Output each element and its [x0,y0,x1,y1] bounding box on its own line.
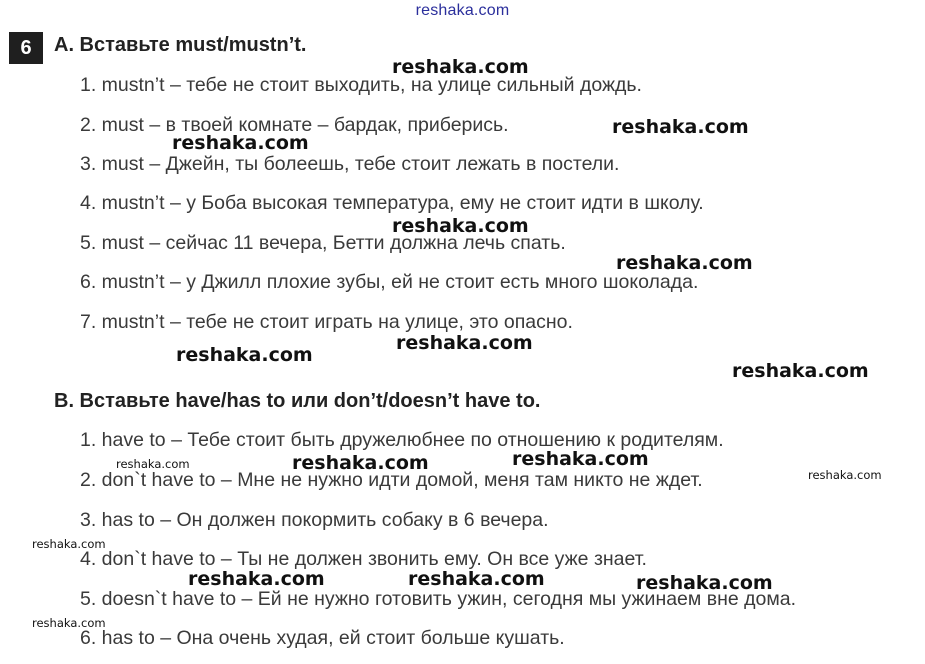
section-b-item-2: 2. don`t have to – Мне не нужно идти домой, меня там никто не ждет. [80,469,703,491]
watermark: reshaka.com [636,572,773,594]
watermark: reshaka.com [188,568,325,590]
section-a-item-5: 5. must – сейчас 11 вечера, Бетти должна лечь спать. [80,232,566,254]
section-b-item-4: 4. don`t have to – Ты не должен звонить ему. Он все уже знает. [80,548,647,570]
section-a-item-4: 4. mustn’t – у Боба высокая температура, ему не стоит идти в школу. [80,192,704,214]
section-a-heading: A. Вставьте must/mustn’t. [54,34,307,56]
watermark: reshaka.com [172,132,309,154]
watermark: reshaka.com [396,332,533,354]
section-a-item-6: 6. mustn’t – у Джилл плохие зубы, ей не стоит есть много шоколада. [80,271,699,293]
watermark: reshaka.com [732,360,869,382]
watermark: reshaka.com [392,215,529,237]
watermark: reshaka.com [32,537,106,551]
section-a-item-1: 1. mustn’t – тебе не стоит выходить, на улице сильный дождь. [80,74,642,96]
watermark: reshaka.com [116,457,190,471]
site-header: reshaka.com [415,2,510,19]
watermark: reshaka.com [408,568,545,590]
watermark: reshaka.com [808,468,882,482]
section-b-item-6: 6. has to – Она очень худая, ей стоит больше кушать. [80,627,565,649]
watermark: reshaka.com [616,252,753,274]
section-b-heading: B. Вставьте have/has to или don’t/doesn’t have to. [54,390,541,412]
section-a-item-2: 2. must – в твоей комнате – бардак, приберись. [80,114,509,136]
watermark: reshaka.com [512,448,649,470]
watermark: reshaka.com [392,56,529,78]
watermark: reshaka.com [612,116,749,138]
watermark: reshaka.com [32,616,106,630]
section-b-item-1: 1. have to – Тебе стоит быть дружелюбнее по отношению к родителям. [80,429,724,451]
section-b-item-3: 3. has to – Он должен покормить собаку в 6 вечера. [80,509,549,531]
watermark: reshaka.com [176,344,313,366]
section-b-item-5: 5. doesn`t have to – Ей не нужно готовить ужин, сегодня мы ужинаем вне дома. [80,588,797,610]
section-a-item-3: 3. must – Джейн, ты болеешь, тебе стоит лежать в постели. [80,153,620,175]
section-a-item-7: 7. mustn’t – тебе не стоит играть на улице, это опасно. [80,311,573,333]
watermark: reshaka.com [292,452,429,474]
exercise-number-badge: 6 [9,32,43,64]
